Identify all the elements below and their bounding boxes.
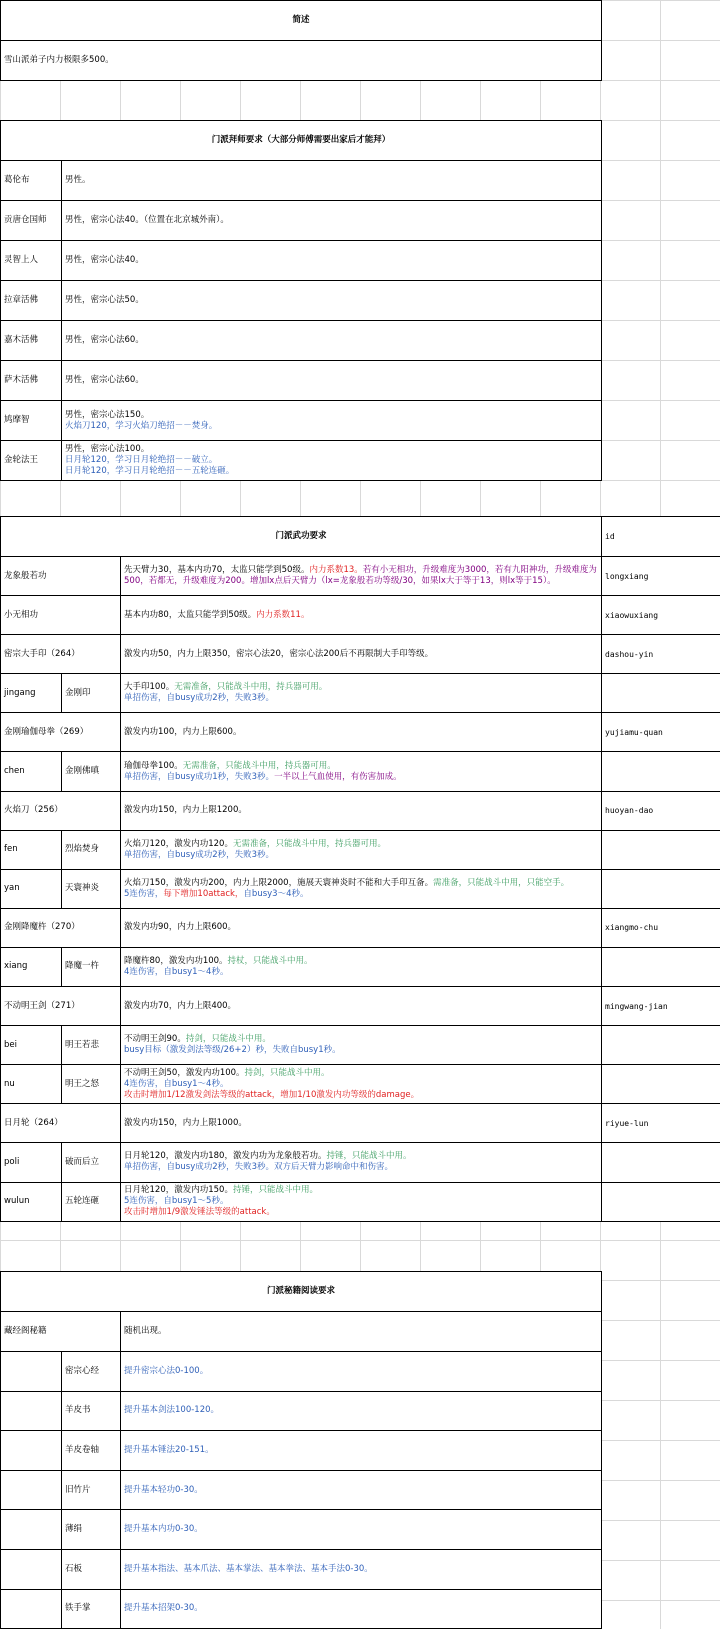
skill-id: longxiang — [602, 557, 720, 596]
empty-id-cell — [602, 752, 720, 791]
perform-row — [1, 830, 720, 869]
empty-cell — [1, 1510, 62, 1550]
skill-name: 金刚降魔杵（270） — [1, 908, 121, 947]
requirement-segment: 自busy3～4秒。 — [243, 888, 309, 899]
master-name: 葛伦布 — [1, 161, 62, 201]
requirement-segment: 4连伤害，自busy1～4秒。 — [124, 1078, 229, 1089]
empty-cell — [1, 1549, 62, 1589]
requirement-segment: 攻击时增加1/9激发锤法等级的attack。 — [124, 1207, 275, 1218]
requirement-extra: 日月轮120，学习日月轮绝招－－破立。 — [65, 455, 218, 465]
perform-code: nu — [1, 1065, 62, 1104]
requirement-segment: 4连伤害，自busy1～4秒。 — [124, 966, 229, 977]
requirement-segment: 持锤，只能战斗中用。 — [326, 1151, 412, 1162]
skill-name: 日月轮（264） — [1, 1104, 121, 1143]
skill-row — [1, 987, 720, 1026]
perform-name: 降魔一杵 — [62, 947, 121, 986]
master-name: 灵智上人 — [1, 241, 62, 281]
book-name: 羊皮书 — [62, 1391, 121, 1431]
perform-row — [1, 1182, 720, 1221]
master-row — [1, 441, 602, 481]
perform-row — [1, 947, 720, 986]
requirement-segment: 降魔杵80，激发内功100。 — [124, 955, 228, 966]
id-column-header: id — [602, 517, 720, 557]
master-name: 金轮法王 — [1, 441, 62, 481]
requirement-text: 男性，密宗心法40。 — [65, 255, 144, 265]
requirement-text: 男性，密宗心法60。 — [65, 335, 144, 345]
master-requirement — [62, 161, 602, 201]
book-text: 提升密宗心法0-100。 — [121, 1352, 602, 1392]
summary-table — [0, 0, 602, 81]
requirement-segment: 攻击时增加1/12激发剑法等级的attack，增加1/10激发内功等级的damage。 — [124, 1089, 420, 1100]
masters-table — [0, 120, 602, 481]
requirement-segment: 大手印100。 — [124, 682, 175, 693]
skills-table — [0, 516, 720, 1222]
perform-requirement — [121, 1182, 602, 1221]
book-row — [1, 1589, 602, 1629]
requirement-segment: 不动明王剑50，激发内功100。 — [124, 1067, 245, 1078]
book-text: 提升基本剑法100-120。 — [121, 1391, 602, 1431]
skill-requirement — [121, 1104, 602, 1143]
perform-requirement — [121, 947, 602, 986]
master-name: 贡唐仓国师 — [1, 201, 62, 241]
master-row — [1, 361, 602, 401]
perform-code: yan — [1, 869, 62, 908]
requirement-segment: 火焰刀150，激发内功200，内力上限2000，施展天寰神炎时不能和大手印互备。 — [124, 877, 434, 888]
book-name: 羊皮卷轴 — [62, 1431, 121, 1471]
perform-row — [1, 1026, 720, 1065]
master-row — [1, 281, 602, 321]
requirement-segment: 不动明王剑90。 — [124, 1034, 186, 1045]
requirement-segment: 基本内功80，太监只能学到50级。 — [124, 609, 257, 620]
skill-id: dashou-yin — [602, 635, 720, 674]
empty-cell — [1, 1391, 62, 1431]
skill-name: 金刚瑜伽母拳（269） — [1, 713, 121, 752]
requirement-segment: 日月轮120，激发内功150。 — [124, 1185, 233, 1196]
perform-row — [1, 1065, 720, 1104]
master-row — [1, 201, 602, 241]
requirement-segment: 无需准备，只能战斗中用，持兵器可用。 — [182, 760, 336, 771]
perform-row — [1, 869, 720, 908]
requirement-segment: 激发内功70，内力上限400。 — [124, 1000, 237, 1011]
skill-name: 不动明王剑（271） — [1, 987, 121, 1026]
master-row — [1, 401, 602, 441]
book-text: 随机出现。 — [121, 1312, 602, 1352]
book-row — [1, 1510, 602, 1550]
requirement-extra: 火焰刀120，学习火焰刀绝招－－焚身。 — [65, 420, 218, 431]
empty-id-cell — [602, 1143, 720, 1182]
requirement-segment: 每下增加10attack， — [163, 888, 244, 899]
masters-title: 门派拜师要求（大部分师傅需要出家后才能拜） — [1, 121, 602, 161]
perform-code: jingang — [1, 674, 62, 713]
requirement-segment: 内力系数11。 — [256, 609, 310, 620]
perform-code: xiang — [1, 947, 62, 986]
empty-cell — [1, 1431, 62, 1471]
skill-name: 小无相功 — [1, 596, 121, 635]
perform-name: 明王之怒 — [62, 1065, 121, 1104]
empty-cell — [1, 1352, 62, 1392]
skills-title: 门派武功要求 — [1, 517, 602, 557]
master-requirement — [62, 281, 602, 321]
master-name: 拉章活佛 — [1, 281, 62, 321]
perform-name: 烈焰焚身 — [62, 830, 121, 869]
book-row — [1, 1470, 602, 1510]
books-table — [0, 1271, 602, 1629]
skill-requirement — [121, 791, 602, 830]
requirement-segment: 持剑，只能战斗中用。 — [185, 1034, 271, 1045]
perform-requirement — [121, 869, 602, 908]
requirement-text: 男性。 — [65, 175, 91, 185]
master-row — [1, 321, 602, 361]
book-row — [1, 1391, 602, 1431]
skill-row — [1, 908, 720, 947]
requirement-text: 男性，密宗心法50。 — [65, 295, 144, 305]
requirement-segment: busy目标（激发剑法等级/26+2）秒，失败自busy1秒。 — [124, 1045, 341, 1056]
perform-requirement — [121, 1065, 602, 1104]
master-name: 鸠摩智 — [1, 401, 62, 441]
book-row — [1, 1549, 602, 1589]
requirement-segment: 无需准备，只能战斗中用，持兵器可用。 — [174, 682, 328, 693]
perform-code: bei — [1, 1026, 62, 1065]
skill-id: riyue-lun — [602, 1104, 720, 1143]
perform-code: fen — [1, 830, 62, 869]
perform-row — [1, 674, 720, 713]
master-requirement — [62, 441, 602, 481]
requirement-segment: 若有小无相功，升级难度为3000，若有九阳神功，升级难度为500，若都无，升级难度为200。增加lx点后天臂力（lx=龙象般若功等级/30，如果lx大于等于13，则lx等于15）。 — [124, 565, 597, 587]
empty-cell — [1, 1589, 62, 1629]
book-text: 提升基本指法、基本爪法、基本掌法、基本拳法、基本手法0-30。 — [121, 1549, 602, 1589]
empty-id-cell — [602, 1182, 720, 1221]
skill-requirement — [121, 635, 602, 674]
requirement-segment: 单招伤害，自busy成功2秒，失败3秒。双方后天臂力影响命中和伤害。 — [124, 1162, 394, 1173]
requirement-segment: 单招伤害，自busy成功2秒，失败3秒。 — [124, 693, 275, 704]
requirement-segment: 一半以上气血使用，有伤害加成。 — [274, 771, 402, 782]
books-title: 门派秘籍阅读要求 — [1, 1272, 602, 1312]
requirement-segment: 瑜伽母拳100。 — [124, 760, 183, 771]
skill-name: 火焰刀（256） — [1, 791, 121, 830]
perform-code: chen — [1, 752, 62, 791]
perform-name: 明王若悲 — [62, 1026, 121, 1065]
perform-requirement — [121, 674, 602, 713]
requirement-segment: 持杖，只能战斗中用。 — [227, 955, 313, 966]
empty-id-cell — [602, 869, 720, 908]
perform-requirement — [121, 1143, 602, 1182]
perform-requirement — [121, 752, 602, 791]
perform-name: 五轮连砸 — [62, 1182, 121, 1221]
requirement-segment: 单招伤害，自busy成功1秒，失败3秒。 — [124, 771, 275, 782]
master-name: 萨木活佛 — [1, 361, 62, 401]
requirement-segment: 激发内功150，内力上限1200。 — [124, 805, 247, 816]
perform-name: 破而后立 — [62, 1143, 121, 1182]
master-requirement — [62, 361, 602, 401]
requirement-text: 男性，密宗心法60。 — [65, 375, 144, 385]
requirement-text: 男性，密宗心法150。 — [65, 409, 150, 420]
requirement-segment: 内力系数13。 — [309, 565, 363, 576]
empty-cell — [1, 1470, 62, 1510]
skill-requirement — [121, 713, 602, 752]
book-name: 薄绢 — [62, 1510, 121, 1550]
requirement-segment: 火焰刀120，激发内功120。 — [124, 838, 233, 849]
requirement-segment: 先天臂力30，基本内功70，太监只能学到50级。 — [124, 565, 310, 576]
skill-requirement — [121, 557, 602, 596]
book-text: 提升基本招架0-30。 — [121, 1589, 602, 1629]
book-name: 石板 — [62, 1549, 121, 1589]
empty-id-cell — [602, 1065, 720, 1104]
skill-id: xiangmo-chu — [602, 908, 720, 947]
skill-id: mingwang-jian — [602, 987, 720, 1026]
perform-name: 金刚印 — [62, 674, 121, 713]
master-requirement — [62, 401, 602, 441]
requirement-segment: 5连伤害， — [124, 888, 164, 899]
requirement-segment: 激发内功90，内力上限600。 — [124, 922, 237, 933]
requirement-segment: 5连伤害，自busy1～5秒。 — [124, 1196, 229, 1207]
summary-title: 简述 — [1, 1, 602, 41]
empty-id-cell — [602, 947, 720, 986]
master-requirement — [62, 241, 602, 281]
requirement-text: 男性，密宗心法40。（位置在北京城外南）。 — [65, 215, 229, 225]
perform-name: 金刚佛嗔 — [62, 752, 121, 791]
skill-row — [1, 1104, 720, 1143]
perform-requirement — [121, 830, 602, 869]
book-text: 提升基本锤法20-151。 — [121, 1431, 602, 1471]
perform-name: 天寰神炎 — [62, 869, 121, 908]
requirement-segment: 单招伤害，自busy成功2秒，失败3秒。 — [124, 849, 275, 860]
skill-row — [1, 635, 720, 674]
perform-code: poli — [1, 1143, 62, 1182]
master-row — [1, 241, 602, 281]
book-name: 密宗心经 — [62, 1352, 121, 1392]
requirement-segment: 需准备，只能战斗中用，只能空手。 — [433, 877, 570, 888]
master-name: 嘉木活佛 — [1, 321, 62, 361]
skill-requirement — [121, 987, 602, 1026]
skill-name: 密宗大手印（264） — [1, 635, 121, 674]
book-row — [1, 1352, 602, 1392]
skill-id: yujiamu-quan — [602, 713, 720, 752]
perform-row — [1, 1143, 720, 1182]
master-requirement — [62, 201, 602, 241]
perform-requirement — [121, 1026, 602, 1065]
empty-id-cell — [602, 674, 720, 713]
requirement-segment: 日月轮120，激发内功180，激发内功为龙象般若功。 — [124, 1151, 327, 1162]
requirement-segment: 激发内功150，内力上限1000。 — [124, 1117, 247, 1128]
master-row — [1, 161, 602, 201]
skill-name: 龙象般若功 — [1, 557, 121, 596]
skill-requirement — [121, 596, 602, 635]
book-row — [1, 1431, 602, 1471]
empty-id-cell — [602, 830, 720, 869]
skill-row — [1, 596, 720, 635]
perform-row — [1, 752, 720, 791]
requirement-segment: 激发内功50，内力上限350，密宗心法20，密宗心法200后不再限制大手印等级。 — [124, 648, 434, 659]
requirement-segment: 无需准备，只能战斗中用，持兵器可用。 — [232, 838, 386, 849]
perform-code: wulun — [1, 1182, 62, 1221]
book-text: 提升基本内功0-30。 — [121, 1510, 602, 1550]
empty-id-cell — [602, 1026, 720, 1065]
requirement-segment: 持锤，只能战斗中用。 — [232, 1185, 318, 1196]
requirement-text: 男性，密宗心法100。 — [65, 444, 150, 454]
requirement-segment: 激发内功100，内力上限600。 — [124, 726, 242, 737]
book-name: 铁手掌 — [62, 1589, 121, 1629]
skill-id: xiaowuxiang — [602, 596, 720, 635]
skill-id: huoyan-dao — [602, 791, 720, 830]
requirement-extra: 日月轮120，学习日月轮绝招－－五轮连砸。 — [65, 466, 235, 476]
book-name: 旧竹片 — [62, 1470, 121, 1510]
requirement-segment: 持剑，只能战斗中用。 — [244, 1067, 330, 1078]
skill-row — [1, 557, 720, 596]
summary-text: 雪山派弟子内力极限多500。 — [1, 41, 602, 81]
book-text: 提升基本轻功0-30。 — [121, 1470, 602, 1510]
master-requirement — [62, 321, 602, 361]
book-name: 藏经阁秘籍 — [1, 1312, 121, 1352]
skill-requirement — [121, 908, 602, 947]
skill-row — [1, 713, 720, 752]
skill-row — [1, 791, 720, 830]
